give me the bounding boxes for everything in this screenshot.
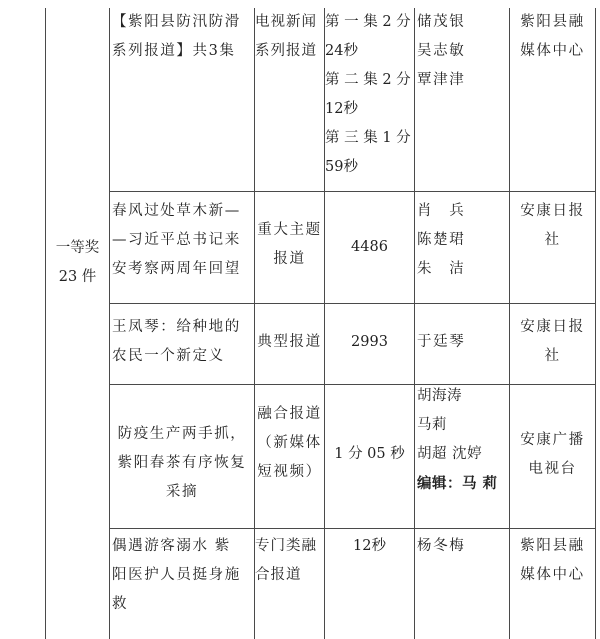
length-line: 第 二 集 2 分 (325, 72, 411, 88)
title-line: 系列报道】共3集 (112, 43, 236, 59)
category-line: 短视频） (257, 464, 322, 480)
row-3-title (112, 313, 254, 371)
category-line: 系列报道 (255, 43, 317, 59)
row-4-authors (417, 382, 509, 498)
row-divider (109, 528, 596, 529)
row-4-length (325, 440, 414, 469)
row-1-length (325, 8, 414, 182)
author-name: 于廷琴 (417, 334, 466, 350)
row-3-authors (417, 328, 509, 357)
unit-line: 安康广播 (520, 432, 585, 448)
unit-line: 安康日报 (520, 319, 585, 335)
row-divider (109, 384, 596, 385)
length-line: 2993 (351, 334, 388, 350)
title-line: 紫阳春茶有序恢复 (117, 455, 247, 471)
row-5-authors (417, 532, 509, 561)
unit-line: 电视台 (528, 461, 577, 477)
title-line: 【紫阳县防汛防滑 (112, 14, 241, 30)
category-line: 融合报道 (257, 406, 322, 422)
award-count: 23 件 (58, 269, 97, 285)
unit-line: 社 (544, 232, 561, 248)
category-line: 合报道 (255, 567, 302, 583)
length-line: 12秒 (353, 538, 386, 554)
length-line: 1 分 05 秒 (334, 446, 405, 462)
author-name: 肖 兵 (417, 203, 466, 219)
row-2-unit (510, 197, 595, 255)
length-line: 第 一 集 2 分 (325, 14, 411, 30)
table-border-left (45, 8, 46, 639)
title-line: 救 (112, 596, 129, 612)
category-line: 典型报道 (257, 334, 322, 350)
length-line: 第 三 集 1 分 (325, 130, 411, 146)
title-line: 偶遇游客溺水 紫 (112, 538, 231, 554)
title-line: 采摘 (165, 484, 199, 500)
row-divider (109, 191, 596, 192)
author-name: 朱 洁 (417, 261, 466, 277)
category-line: 重大主题 (257, 222, 322, 238)
row-1-authors (417, 8, 509, 95)
column-divider (109, 8, 110, 639)
column-divider (414, 8, 415, 639)
row-5-length (325, 532, 414, 561)
author-name: 马莉 (417, 417, 447, 433)
unit-line: 社 (544, 348, 561, 364)
length-line: 4486 (351, 239, 388, 255)
award-level: 一等奖 (55, 240, 100, 256)
unit-line: 媒体中心 (520, 567, 585, 583)
row-2-title (112, 197, 254, 284)
row-5-title (112, 532, 254, 619)
author-name: 陈楚珺 (417, 232, 466, 248)
award-group-label (46, 234, 109, 292)
unit-line: 媒体中心 (520, 43, 585, 59)
table-border-right (595, 8, 596, 639)
title-line: 王凤琴：给种地的 (112, 319, 241, 335)
category-line: 专门类融 (255, 538, 317, 554)
category-line: （新媒体 (257, 435, 322, 451)
title-line: 防疫生产两手抓， (117, 426, 247, 442)
row-3-length (325, 328, 414, 357)
editor-credit: 编辑：马 莉 (417, 475, 498, 492)
row-4-unit (510, 426, 595, 484)
row-3-category (255, 328, 324, 357)
title-line: 安考察两周年回望 (112, 261, 241, 277)
row-5-unit (510, 532, 595, 590)
unit-line: 安康日报 (520, 203, 585, 219)
row-3-unit (510, 313, 595, 371)
category-line: 电视新闻 (255, 14, 317, 30)
author-name: 储茂银 (417, 14, 466, 30)
unit-line: 紫阳县融 (520, 538, 585, 554)
title-line: 农民一个新定义 (112, 348, 225, 364)
unit-line: 紫阳县融 (520, 14, 585, 30)
row-2-length (325, 233, 414, 262)
length-line: 24秒 (325, 43, 358, 59)
title-line: 阳医护人员挺身施 (112, 567, 241, 583)
length-line: 59秒 (325, 159, 358, 175)
author-name: 覃津津 (417, 72, 466, 88)
author-name: 吴志敏 (417, 43, 466, 59)
row-5-category (255, 532, 324, 590)
category-line: 报道 (273, 251, 306, 267)
author-name: 胡海涛 (417, 388, 462, 404)
title-line: —习近平总书记来 (112, 232, 241, 248)
row-4-category (255, 400, 324, 487)
row-1-category (255, 8, 324, 66)
length-line: 12秒 (325, 101, 358, 117)
row-4-title (110, 420, 254, 507)
row-1-unit (510, 8, 595, 66)
title-line: 春风过处草木新— (112, 203, 241, 219)
row-divider (109, 303, 596, 304)
author-name: 胡超 沈婷 (417, 446, 483, 462)
row-2-category (255, 216, 324, 274)
author-name: 杨冬梅 (417, 538, 466, 554)
row-2-authors (417, 197, 509, 284)
row-1-title (112, 8, 254, 66)
